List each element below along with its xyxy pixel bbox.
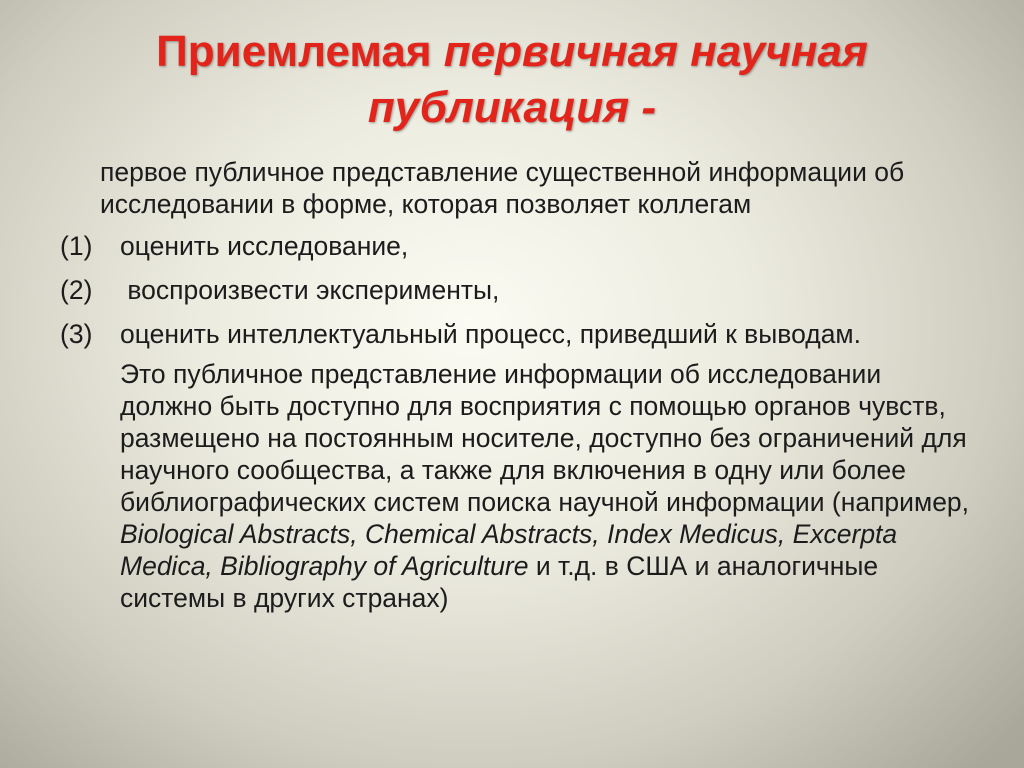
- title-normal: Приемлемая: [156, 27, 444, 76]
- list-text: воспроизвести эксперименты,: [120, 275, 500, 305]
- paragraph-text-end: и т.д. в США и аналогичные системы в других странах): [120, 551, 879, 613]
- list-item-2: [60, 274, 980, 306]
- list-number: (3): [60, 319, 93, 349]
- title-italic: первичная научная публикация -: [367, 27, 868, 132]
- intro-text: первое публичное представление существенной информации об исследовании в форме, которая позволяет коллегам: [100, 157, 905, 219]
- list-text: оценить интеллектуальный процесс, приведший к выводам.: [120, 319, 862, 349]
- paragraph-italic-systems: Biological Abstracts, Chemical Abstracts, Index Medicus, Excerpta Medica, Bibliography of Agriculture: [120, 519, 898, 581]
- paragraph-text-start: Это публичное представление информации об исследовании должно быть доступно для восприятия с помощью органов чувств, размещено на постоянным носителе, доступно без ограничений для научного сообщества, а также для включения в одну или более библиографических систем поиска научной информации (например,: [120, 359, 970, 517]
- list-number: (2): [60, 275, 93, 305]
- slide-title: [40, 24, 984, 136]
- explanation-paragraph: [60, 358, 980, 614]
- slide-body: [60, 156, 980, 614]
- list-item-1: [60, 230, 980, 262]
- list-number: (1): [60, 231, 93, 261]
- list-item-3: [60, 318, 980, 350]
- list-text: оценить исследование,: [120, 231, 409, 261]
